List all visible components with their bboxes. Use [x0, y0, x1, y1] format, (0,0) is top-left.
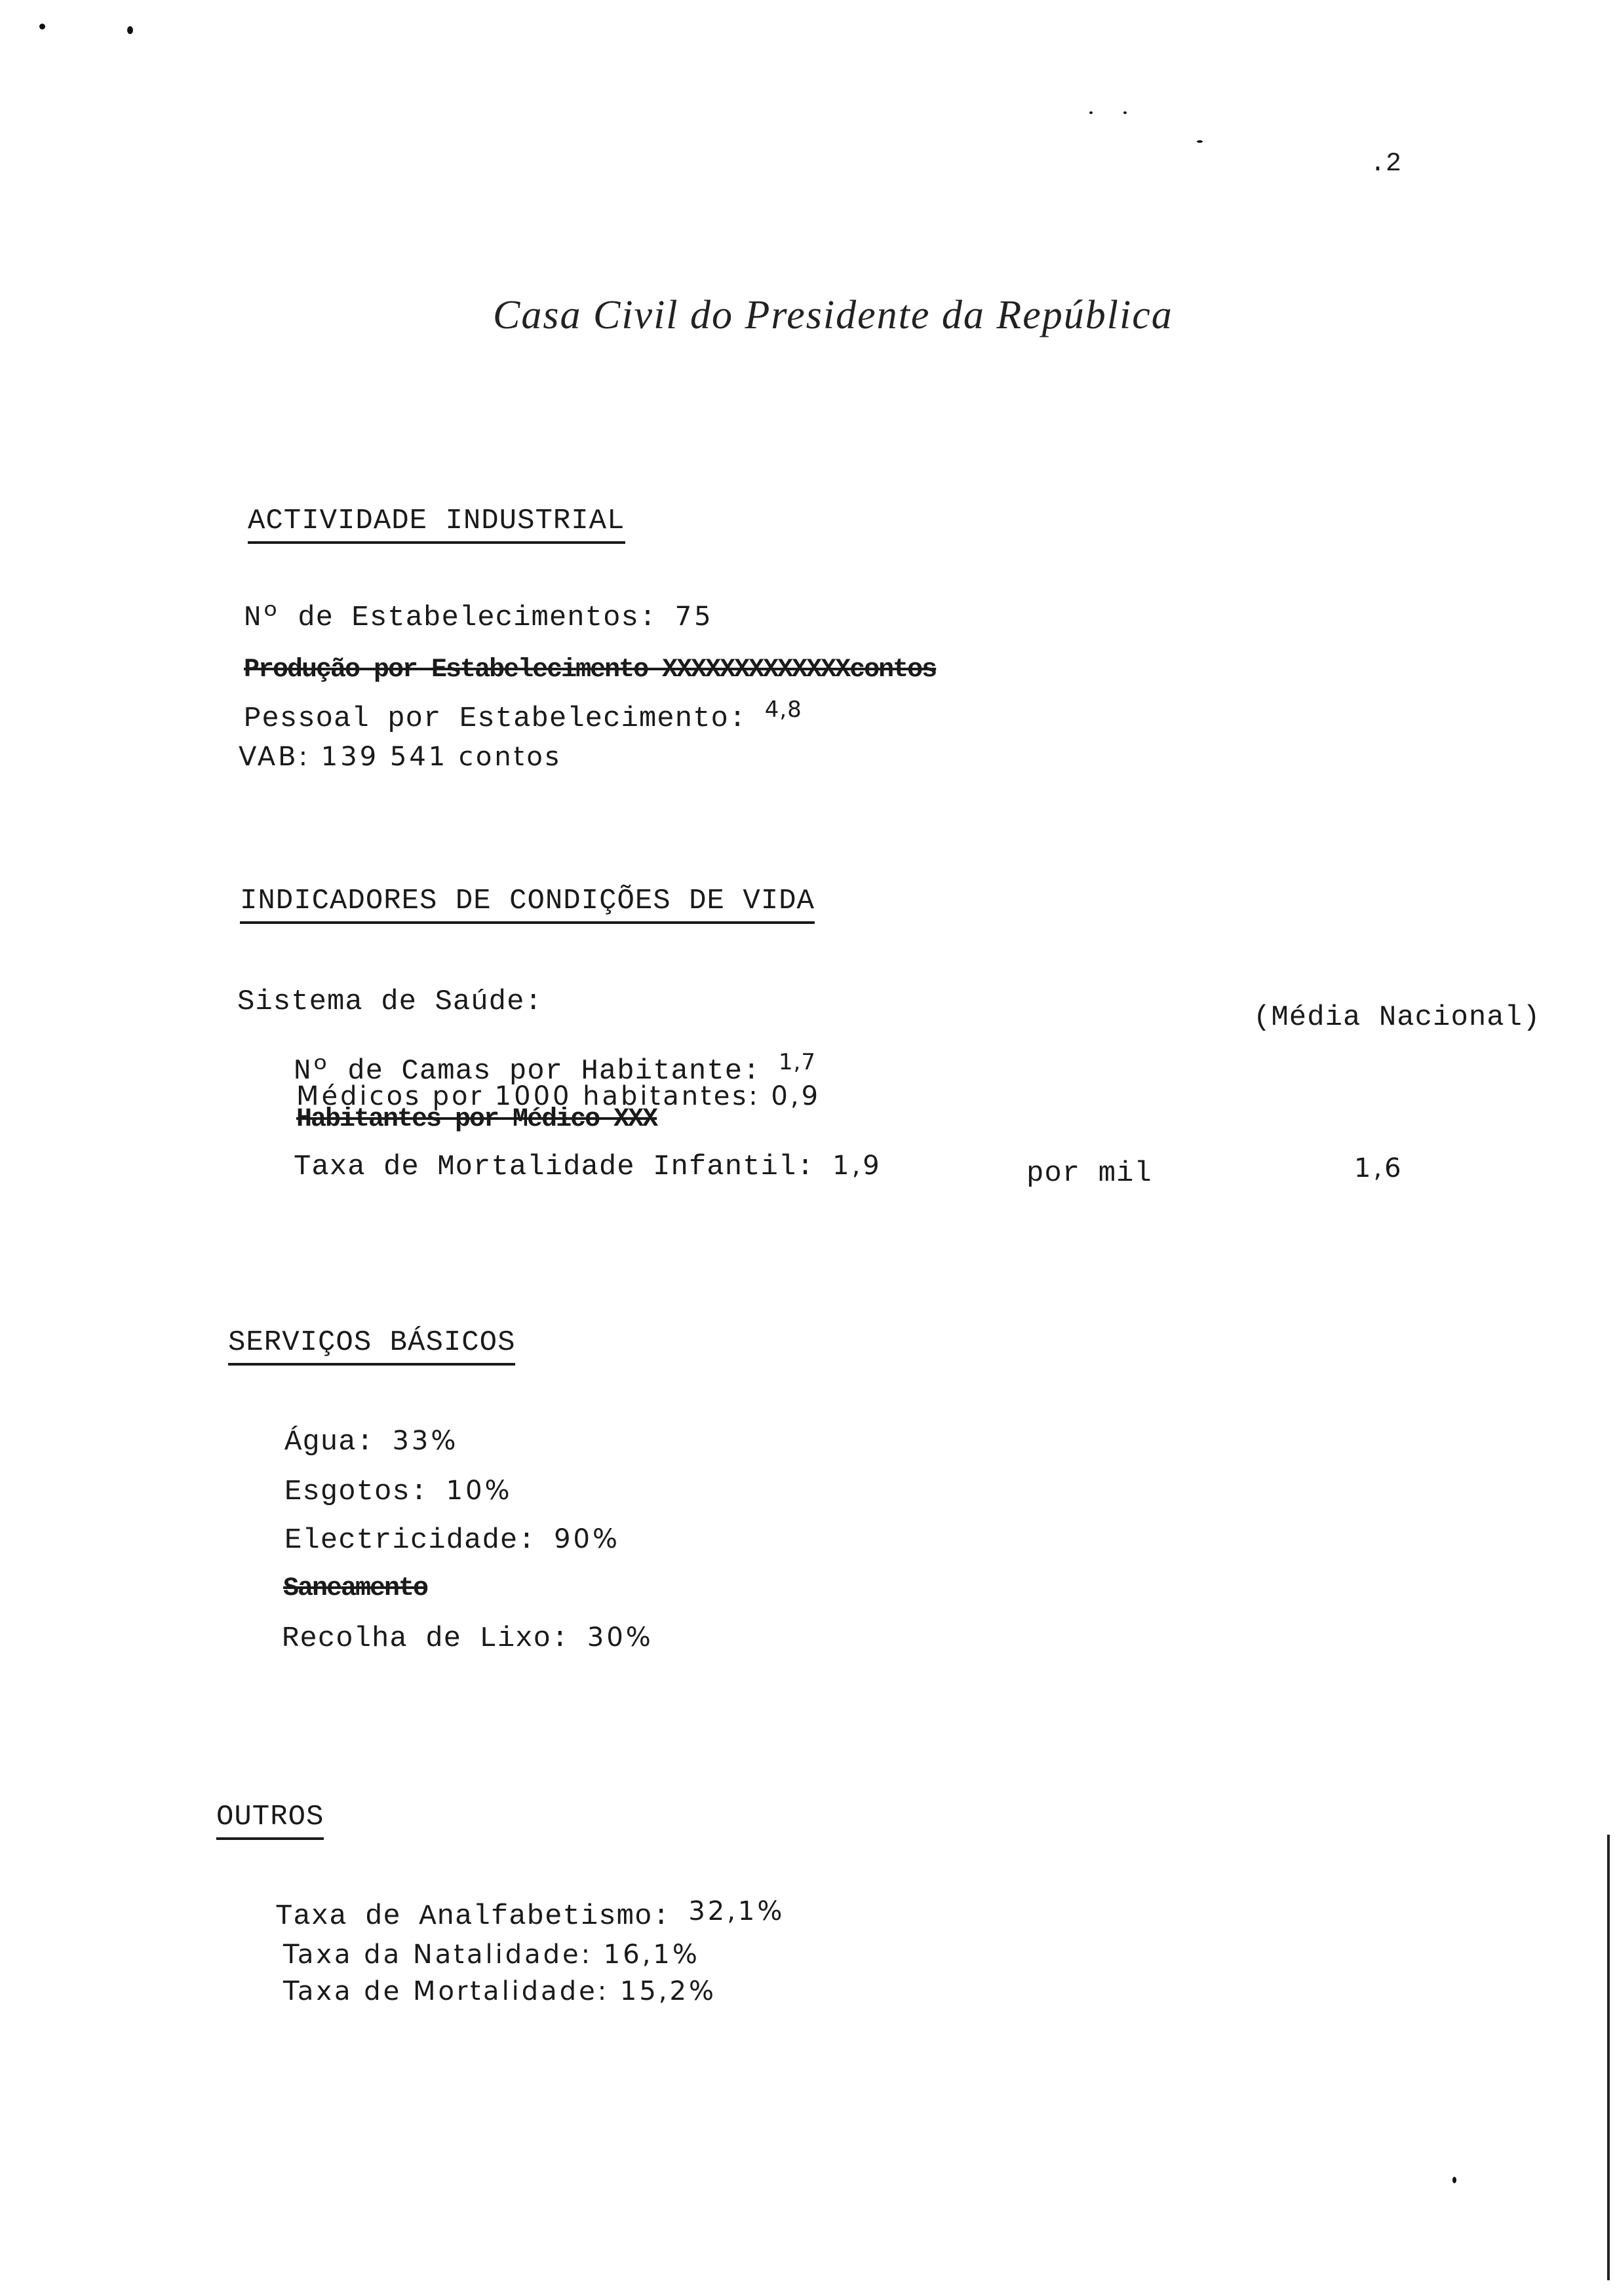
struck-text: Saneamento [283, 1574, 428, 1603]
scan-speck [39, 24, 45, 29]
scan-speck [1123, 111, 1127, 114]
mortalidade-infantil-nacional: 1,6 [1354, 1153, 1404, 1183]
struck-line-producao [244, 655, 1155, 685]
mortalidade-infantil-label: Taxa de Mortalidade Infantil: [294, 1151, 815, 1183]
esgotos-value: 10% [446, 1476, 513, 1506]
mortalidade-infantil-unit: por mil [1026, 1157, 1152, 1190]
page-number: .2 [1370, 149, 1402, 179]
scan-speck [1089, 111, 1093, 114]
esgotos-row [284, 1476, 513, 1508]
electricidade-label: Electricidade: [284, 1524, 536, 1557]
letterhead: Casa Civil do Presidente da República [493, 293, 1173, 337]
agua-row [284, 1426, 458, 1459]
mortalidade-infantil-value: 1,9 [832, 1151, 882, 1181]
section-heading-servicos: SERVIÇOS BÁSICOS [228, 1326, 515, 1366]
lixo-value: 30% [587, 1622, 653, 1653]
medicos-line: Médicos por 1000 habitantes: 0,9 [296, 1081, 821, 1111]
analfabetismo-value: 32,1% [688, 1896, 785, 1926]
mortalidade-infantil-row [294, 1151, 882, 1183]
camas-value: 1,7 [778, 1049, 816, 1075]
esgotos-label: Esgotos: [284, 1476, 429, 1508]
analfabetismo-label: Taxa de Analfabetismo: [275, 1900, 671, 1933]
media-nacional-label: (Média Nacional) [1253, 1001, 1541, 1034]
page-edge [1607, 1835, 1610, 2280]
estabelecimentos-label: Nº de Estabelecimentos: [244, 602, 657, 634]
section-heading-outros: OUTROS [216, 1801, 324, 1840]
pessoal-row [244, 697, 802, 735]
agua-value: 33% [392, 1426, 459, 1456]
camas-label: Nº de Camas por Habitante: [294, 1055, 761, 1088]
lixo-row [282, 1622, 653, 1655]
natalidade-line: Taxa da Natalidade: 16,1% [283, 1940, 700, 1970]
struck-line-saneamento [283, 1574, 506, 1603]
estabelecimentos-row [244, 602, 714, 634]
scan-speck [1452, 2177, 1456, 2183]
electricidade-row [284, 1524, 620, 1557]
struck-line-habitantes [296, 1105, 735, 1134]
pessoal-value: 4,8 [764, 697, 802, 723]
saude-label: Sistema de Saúde: [237, 985, 543, 1018]
vab-line: VAB: 139 541 contos [239, 742, 562, 772]
analfabetismo-row [275, 1896, 785, 1933]
scan-speck [127, 26, 133, 34]
scan-speck [1197, 140, 1203, 143]
estabelecimentos-value: 75 [674, 602, 714, 632]
struck-text: Produção por Estabelecimento XXXXXXXXXXXXXcontos [244, 655, 937, 685]
section-heading-condicoes: INDICADORES DE CONDIÇÕES DE VIDA [240, 885, 815, 924]
mortalidade-line: Taxa de Mortalidade: 15,2% [283, 1976, 716, 2006]
agua-label: Água: [284, 1426, 375, 1459]
pessoal-label: Pessoal por Estabelecimento: [244, 702, 747, 735]
electricidade-value: 90% [554, 1524, 620, 1554]
struck-text: Habitantes por Médico XXX [296, 1105, 657, 1134]
section-heading-industrial: ACTIVIDADE INDUSTRIAL [248, 505, 625, 544]
lixo-label: Recolha de Lixo: [282, 1622, 570, 1655]
